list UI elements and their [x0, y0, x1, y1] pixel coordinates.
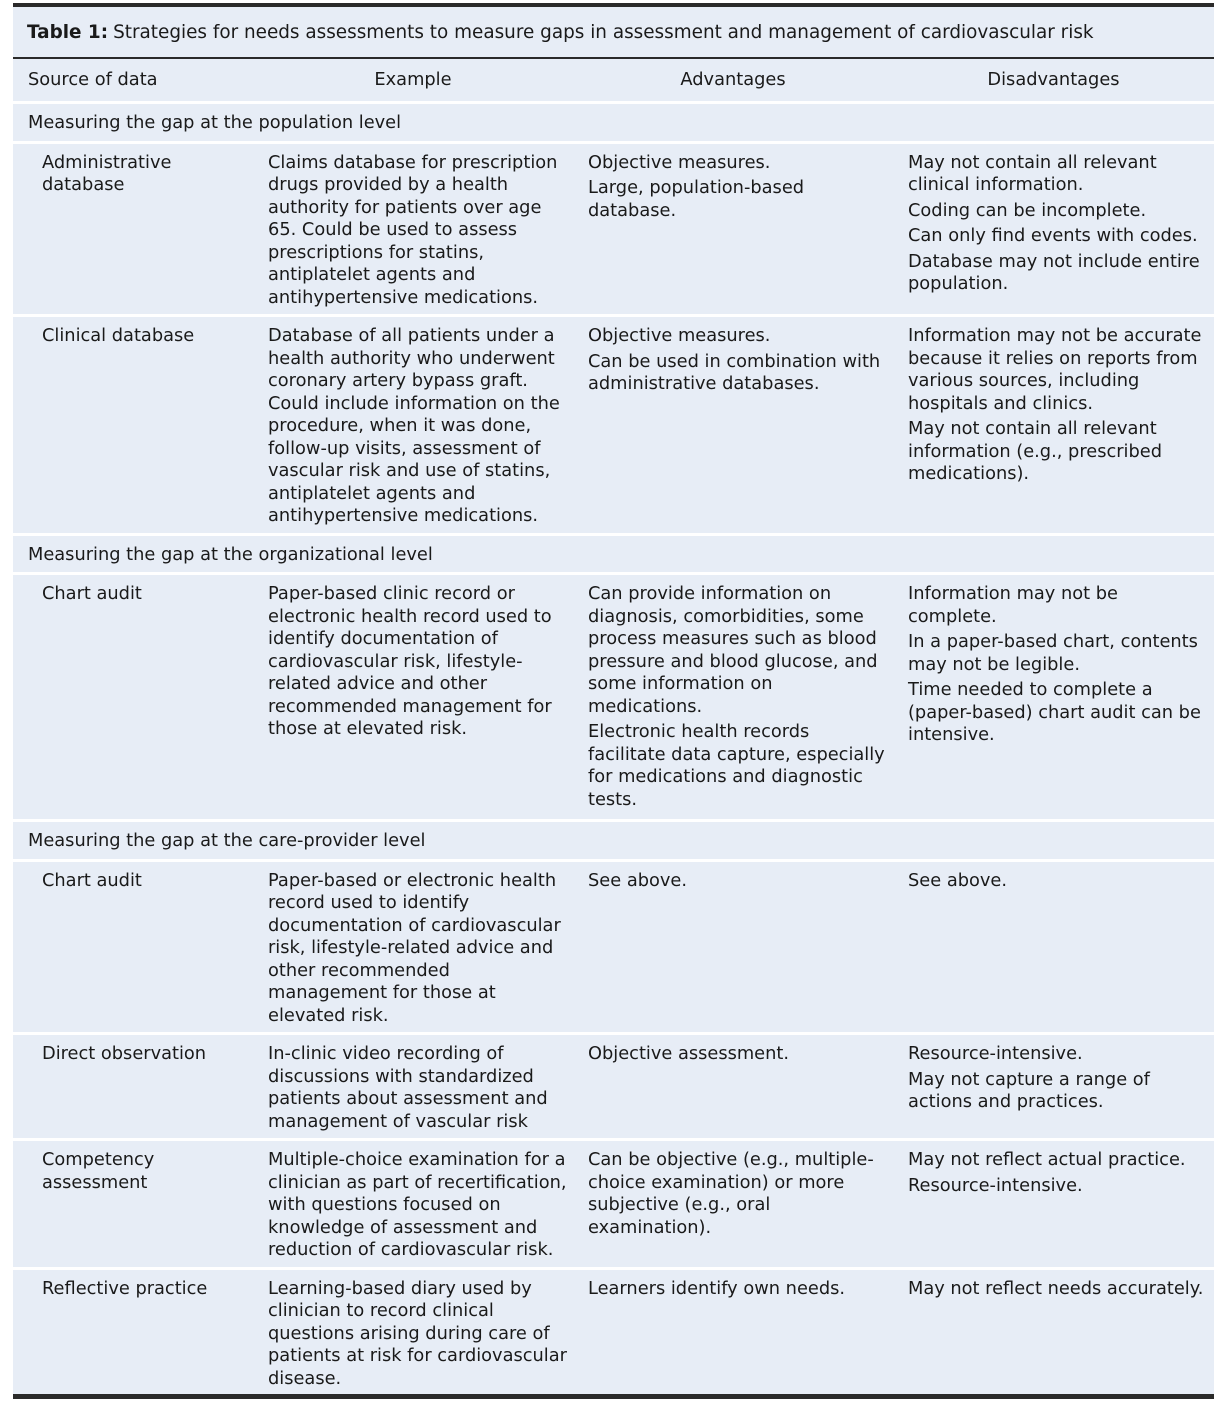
- cell-disadvantages: [893, 574, 1214, 821]
- cell-advantages: [573, 316, 893, 535]
- disadvantage-item: In a paper-based chart, contents may not be legible.: [908, 631, 1198, 675]
- table-row: [13, 1140, 1214, 1269]
- disadvantage-item: Database may not include entire population.: [908, 250, 1200, 294]
- cell-source: Reflective practice: [13, 1268, 253, 1395]
- cell-example: In-clinic video recording of discussions with standardized patients about assessment and management of vascular risk: [253, 1034, 573, 1140]
- section-row: [13, 821, 1214, 861]
- table-figure: [13, 3, 1214, 1399]
- cell-source: Administrative database: [13, 142, 253, 316]
- table-row: [13, 1268, 1214, 1395]
- cell-example: Paper-based or electronic health record used to identify documentation of cardiovascular risk, lifestyle-related advice and other recommended management for those at elevated risk.: [253, 860, 573, 1034]
- table-row: [13, 316, 1214, 535]
- table-body: [13, 103, 1214, 1396]
- section-row: [13, 103, 1214, 143]
- table-row: [13, 574, 1214, 821]
- section-title: Measuring the gap at the population level: [13, 103, 1214, 143]
- cell-disadvantages: [893, 860, 1214, 1034]
- cell-source: Direct observation: [13, 1034, 253, 1140]
- header-disadvantages: Disadvantages: [893, 59, 1214, 103]
- advantage-item: Objective measures.: [588, 325, 771, 346]
- table-row: [13, 860, 1214, 1034]
- advantage-item: Electronic health records facilitate data capture, especially for medications and diagnostic tests.: [588, 721, 885, 810]
- caption-text: Strategies for needs assessments to measure gaps in assessment and management of cardiovascular risk: [113, 21, 1094, 43]
- cell-disadvantages: [893, 316, 1214, 535]
- disadvantage-item: May not contain all relevant clinical information.: [908, 151, 1157, 195]
- table-row: [13, 1034, 1214, 1140]
- disadvantage-item: Time needed to complete a (paper-based) chart audit can be intensive.: [908, 679, 1201, 745]
- section-row: [13, 534, 1214, 574]
- cell-example: Paper-based clinic record or electronic health record used to identify documentation of cardiovascular risk, lifestyle-related advice and other recommended management for those at elevated risk.: [253, 574, 573, 821]
- disadvantage-item: May not reflect actual practice.: [908, 1149, 1186, 1170]
- header-source: Source of data: [13, 59, 253, 103]
- cell-advantages: [573, 1268, 893, 1395]
- cell-advantages: [573, 574, 893, 821]
- cell-advantages: [573, 1034, 893, 1140]
- section-title: Measuring the gap at the organizational level: [13, 534, 1214, 574]
- table-caption: [13, 7, 1214, 59]
- header-advantages: Advantages: [573, 59, 893, 103]
- section-title: Measuring the gap at the care-provider level: [13, 821, 1214, 861]
- bottom-rule: [13, 1394, 1214, 1399]
- disadvantage-item: Can only find events with codes.: [908, 225, 1198, 246]
- cell-advantages: [573, 1140, 893, 1269]
- cell-example: Multiple-choice examination for a clinician as part of recertification, with questions focused on knowledge of assessment and reduction of cardiovascular risk.: [253, 1140, 573, 1269]
- cell-advantages: [573, 860, 893, 1034]
- disadvantage-item: May not contain all relevant information (e.g., prescribed medications).: [908, 418, 1162, 484]
- cell-advantages: [573, 142, 893, 316]
- cell-disadvantages: [893, 1140, 1214, 1269]
- disadvantage-item: Resource-intensive.: [908, 1174, 1083, 1196]
- advantage-item: Can be used in combination with administrative databases.: [588, 350, 881, 394]
- header-example: Example: [253, 59, 573, 103]
- cell-source: Clinical database: [13, 316, 253, 535]
- cell-source: Competency assessment: [13, 1140, 253, 1269]
- disadvantage-item: Resource-intensive.: [908, 1043, 1083, 1064]
- cell-source: Chart audit: [13, 860, 253, 1034]
- disadvantage-item: May not capture a range of actions and practices.: [908, 1068, 1150, 1112]
- disadvantage-item: May not reflect needs accurately.: [908, 1277, 1204, 1299]
- advantage-item: Can provide information on diagnosis, comorbidities, some process measures such as blood pressure and blood glucose, and some information on medications.: [588, 583, 878, 717]
- disadvantage-item: Information may not be accurate because it relies on reports from various sources, including hospitals and clinics.: [908, 325, 1202, 414]
- disadvantage-item: Coding can be incomplete.: [908, 199, 1147, 221]
- advantage-item: See above.: [588, 869, 687, 891]
- cell-source: Chart audit: [13, 574, 253, 821]
- disadvantage-item: See above.: [908, 869, 1007, 891]
- cell-example: Learning-based diary used by clinician to record clinical questions arising during care of patients at risk for cardiovascular disease.: [253, 1268, 573, 1395]
- advantage-item: Objective measures.: [588, 151, 771, 173]
- cell-disadvantages: [893, 142, 1214, 316]
- disadvantage-item: Information may not be complete.: [908, 583, 1118, 627]
- header-row: [13, 59, 1214, 103]
- table-row: [13, 142, 1214, 316]
- advantage-item: Learners identify own needs.: [588, 1277, 846, 1299]
- cell-disadvantages: [893, 1034, 1214, 1140]
- advantage-item: Large, population-based database.: [588, 177, 805, 221]
- advantage-item: Objective assessment.: [588, 1043, 790, 1064]
- cell-example: Database of all patients under a health authority who underwent coronary artery bypass graft. Could include information on the procedure, when it was done, follow-up visits, assessment of vascular risk and use of statins, antiplatelet agents and antihypertensive medications.: [253, 316, 573, 535]
- cell-disadvantages: [893, 1268, 1214, 1395]
- data-table: [13, 59, 1214, 1395]
- advantage-item: Can be objective (e.g., multiple-choice examination) or more subjective (e.g., oral examination).: [588, 1149, 874, 1238]
- caption-label: Table 1:: [27, 21, 109, 43]
- cell-example: Claims database for prescription drugs provided by a health authority for patients over age 65. Could be used to assess prescriptions for statins, antiplatelet agents and antihypertensive medications.: [253, 142, 573, 316]
